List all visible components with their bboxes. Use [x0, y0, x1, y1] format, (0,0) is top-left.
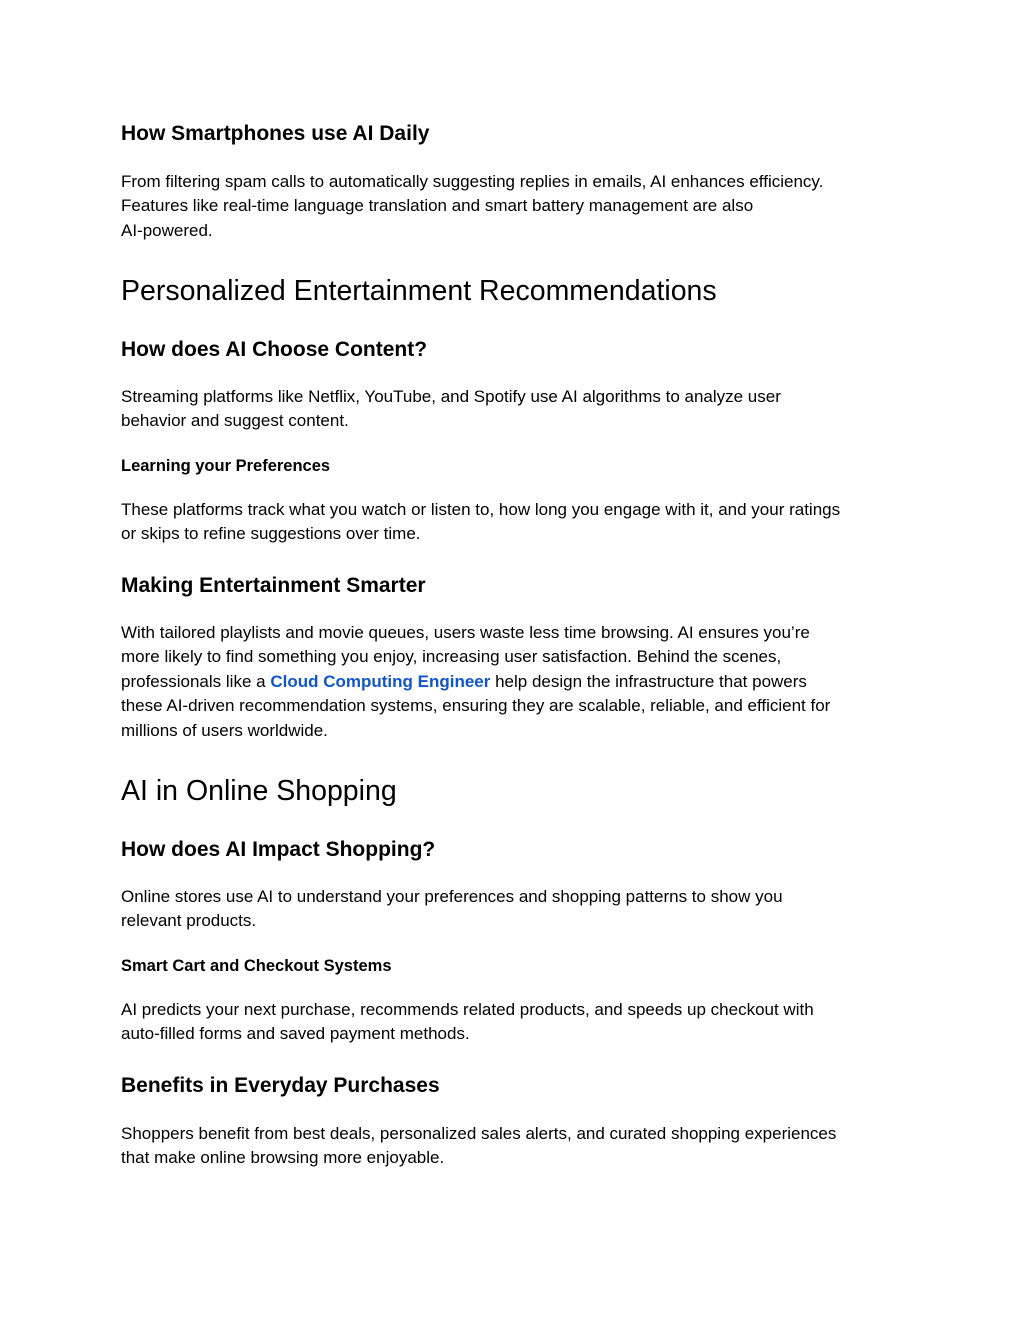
cloud-computing-engineer-link[interactable]: Cloud Computing Engineer	[270, 671, 491, 691]
section-title-entertainment: Personalized Entertainment Recommendations	[121, 275, 717, 307]
text-line: auto-filled forms and saved payment methods.	[121, 1024, 470, 1044]
text-segment: professionals like a	[121, 671, 271, 691]
heading-impact-shopping: How does AI Impact Shopping?	[121, 838, 436, 861]
text-line: These platforms track what you watch or listen to, how long you engage with it, and your ratings	[121, 500, 841, 519]
text-line: With tailored playlists and movie queues, users waste less time browsing. AI ensures you’re	[121, 623, 810, 642]
text-line: Streaming platforms like Netflix, YouTube, and Spotify use AI algorithms to analyze user	[121, 387, 781, 406]
heading-making-smarter: Making Entertainment Smarter	[121, 574, 426, 597]
paragraph-impact-shopping	[121, 885, 911, 934]
text-line: behavior and suggest content.	[121, 411, 349, 431]
text-line: millions of users worldwide.	[121, 720, 328, 740]
text-line: From filtering spam calls to automatically suggesting replies in emails, AI enhances efficiency.	[121, 172, 824, 191]
paragraph-learning-preferences	[121, 498, 911, 547]
section-title-shopping: AI in Online Shopping	[121, 775, 397, 807]
paragraph-choose-content	[121, 385, 911, 434]
text-line: more likely to find something you enjoy, increasing user satisfaction. Behind the scenes,	[121, 647, 782, 667]
heading-benefits: Benefits in Everyday Purchases	[121, 1074, 440, 1097]
paragraph-smartphones	[121, 170, 911, 243]
heading-smart-cart: Smart Cart and Checkout Systems	[121, 957, 392, 975]
paragraph-benefits	[121, 1122, 911, 1171]
text-line: Online stores use AI to understand your preferences and shopping patterns to show you	[121, 887, 783, 906]
text-line: that make online browsing more enjoyable.	[121, 1148, 445, 1168]
heading-learning-preferences: Learning your Preferences	[121, 457, 331, 475]
paragraph-smart-cart	[121, 998, 911, 1047]
text-line: AI-powered.	[121, 220, 213, 240]
paragraph-making-smarter	[121, 621, 911, 743]
heading-choose-content: How does AI Choose Content?	[121, 338, 428, 361]
text-line: AI predicts your next purchase, recommends related products, and speeds up checkout with	[121, 1000, 814, 1019]
text-line: relevant products.	[121, 911, 257, 931]
text-segment: help design the infrastructure that powers	[490, 671, 807, 691]
text-line: or skips to refine suggestions over time.	[121, 524, 421, 544]
text-line: Shoppers benefit from best deals, personalized sales alerts, and curated shopping experiences	[121, 1124, 837, 1143]
text-line: Features like real-time language translation and smart battery management are also	[121, 196, 754, 216]
heading-smartphones: How Smartphones use AI Daily	[121, 122, 430, 145]
text-line: these AI-driven recommendation systems, ensuring they are scalable, reliable, and efficient for	[121, 696, 831, 716]
text-line-with-link	[121, 670, 911, 694]
